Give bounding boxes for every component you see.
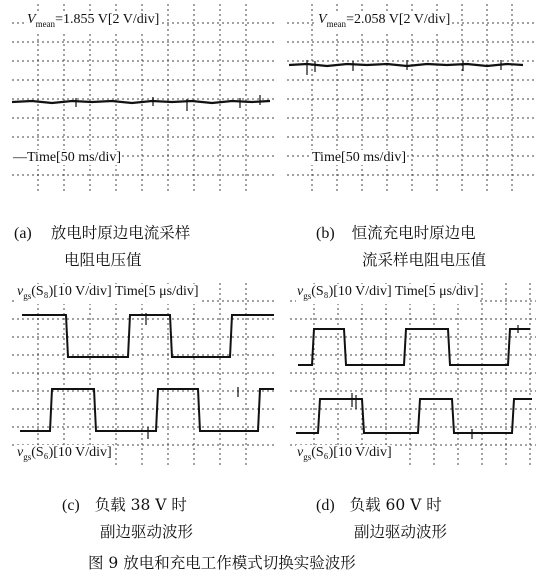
caption-a-letter: (a) [14, 225, 32, 242]
vmean-label-b: $V_{mean}=2.058$ V[2 V/div] [317, 12, 451, 32]
caption-a [14, 220, 190, 273]
scope-panel-c [12, 283, 276, 468]
scope-panel-d [290, 283, 536, 468]
caption-c [62, 492, 193, 545]
vgs-s8-label-d: $v_{gs}(S_8)[10$ V/div] Time[5 μs/div] [296, 284, 480, 304]
trace-d-s8 [298, 329, 530, 365]
caption-d-line2: 副边驱动波形 [354, 523, 448, 541]
caption-c-line2: 副边驱动波形 [100, 523, 194, 541]
figure-caption: 图 9 放电和充电工作模式切换实验波形 [88, 554, 356, 572]
vgs-s8-label-c: $v_{gs}(S_8)[10$ V/div] Time[5 μs/div] [16, 284, 200, 304]
trace-a [12, 101, 270, 103]
caption-b [316, 220, 486, 273]
caption-a-line1: 放电时原边电流采样 [50, 224, 191, 242]
trace-d-s6 [296, 399, 532, 433]
caption-d-line1: 负载 60 V 时 [349, 496, 442, 514]
trace-c-s8 [22, 315, 274, 357]
caption-b-line1: 恒流充电时原边电 [351, 224, 476, 242]
vgs-s6-label-c: $v_{gs}(S_6)[10$ V/div] [16, 445, 113, 465]
time-label-b: Time[50 ms/div] [312, 150, 406, 165]
scope-panel-b [287, 4, 537, 194]
scope-grid-d [290, 283, 536, 468]
scope-grid-b [287, 4, 537, 194]
caption-c-line1: 负载 38 V 时 [94, 496, 187, 514]
trace-b [289, 64, 523, 66]
time-label-a: —Time[50 ms/div] [13, 150, 121, 165]
scope-grid-c [12, 283, 276, 468]
caption-b-letter: (b) [316, 225, 335, 242]
vmean-label-a: $V_{mean}=1.855$ V[2 V/div] [26, 12, 160, 32]
caption-b-line2: 流采样电阻电压值 [362, 251, 487, 269]
caption-d [316, 492, 447, 545]
caption-d-letter: (d) [316, 497, 335, 514]
trace-c-s6 [20, 389, 274, 431]
caption-a-line2: 电阻电压值 [64, 251, 142, 269]
vgs-s6-label-d: $v_{gs}(S_6)[10$ V/div] [296, 445, 393, 465]
scope-grid-a [12, 4, 274, 194]
scope-panel-a [12, 4, 274, 194]
caption-c-letter: (c) [62, 497, 80, 514]
